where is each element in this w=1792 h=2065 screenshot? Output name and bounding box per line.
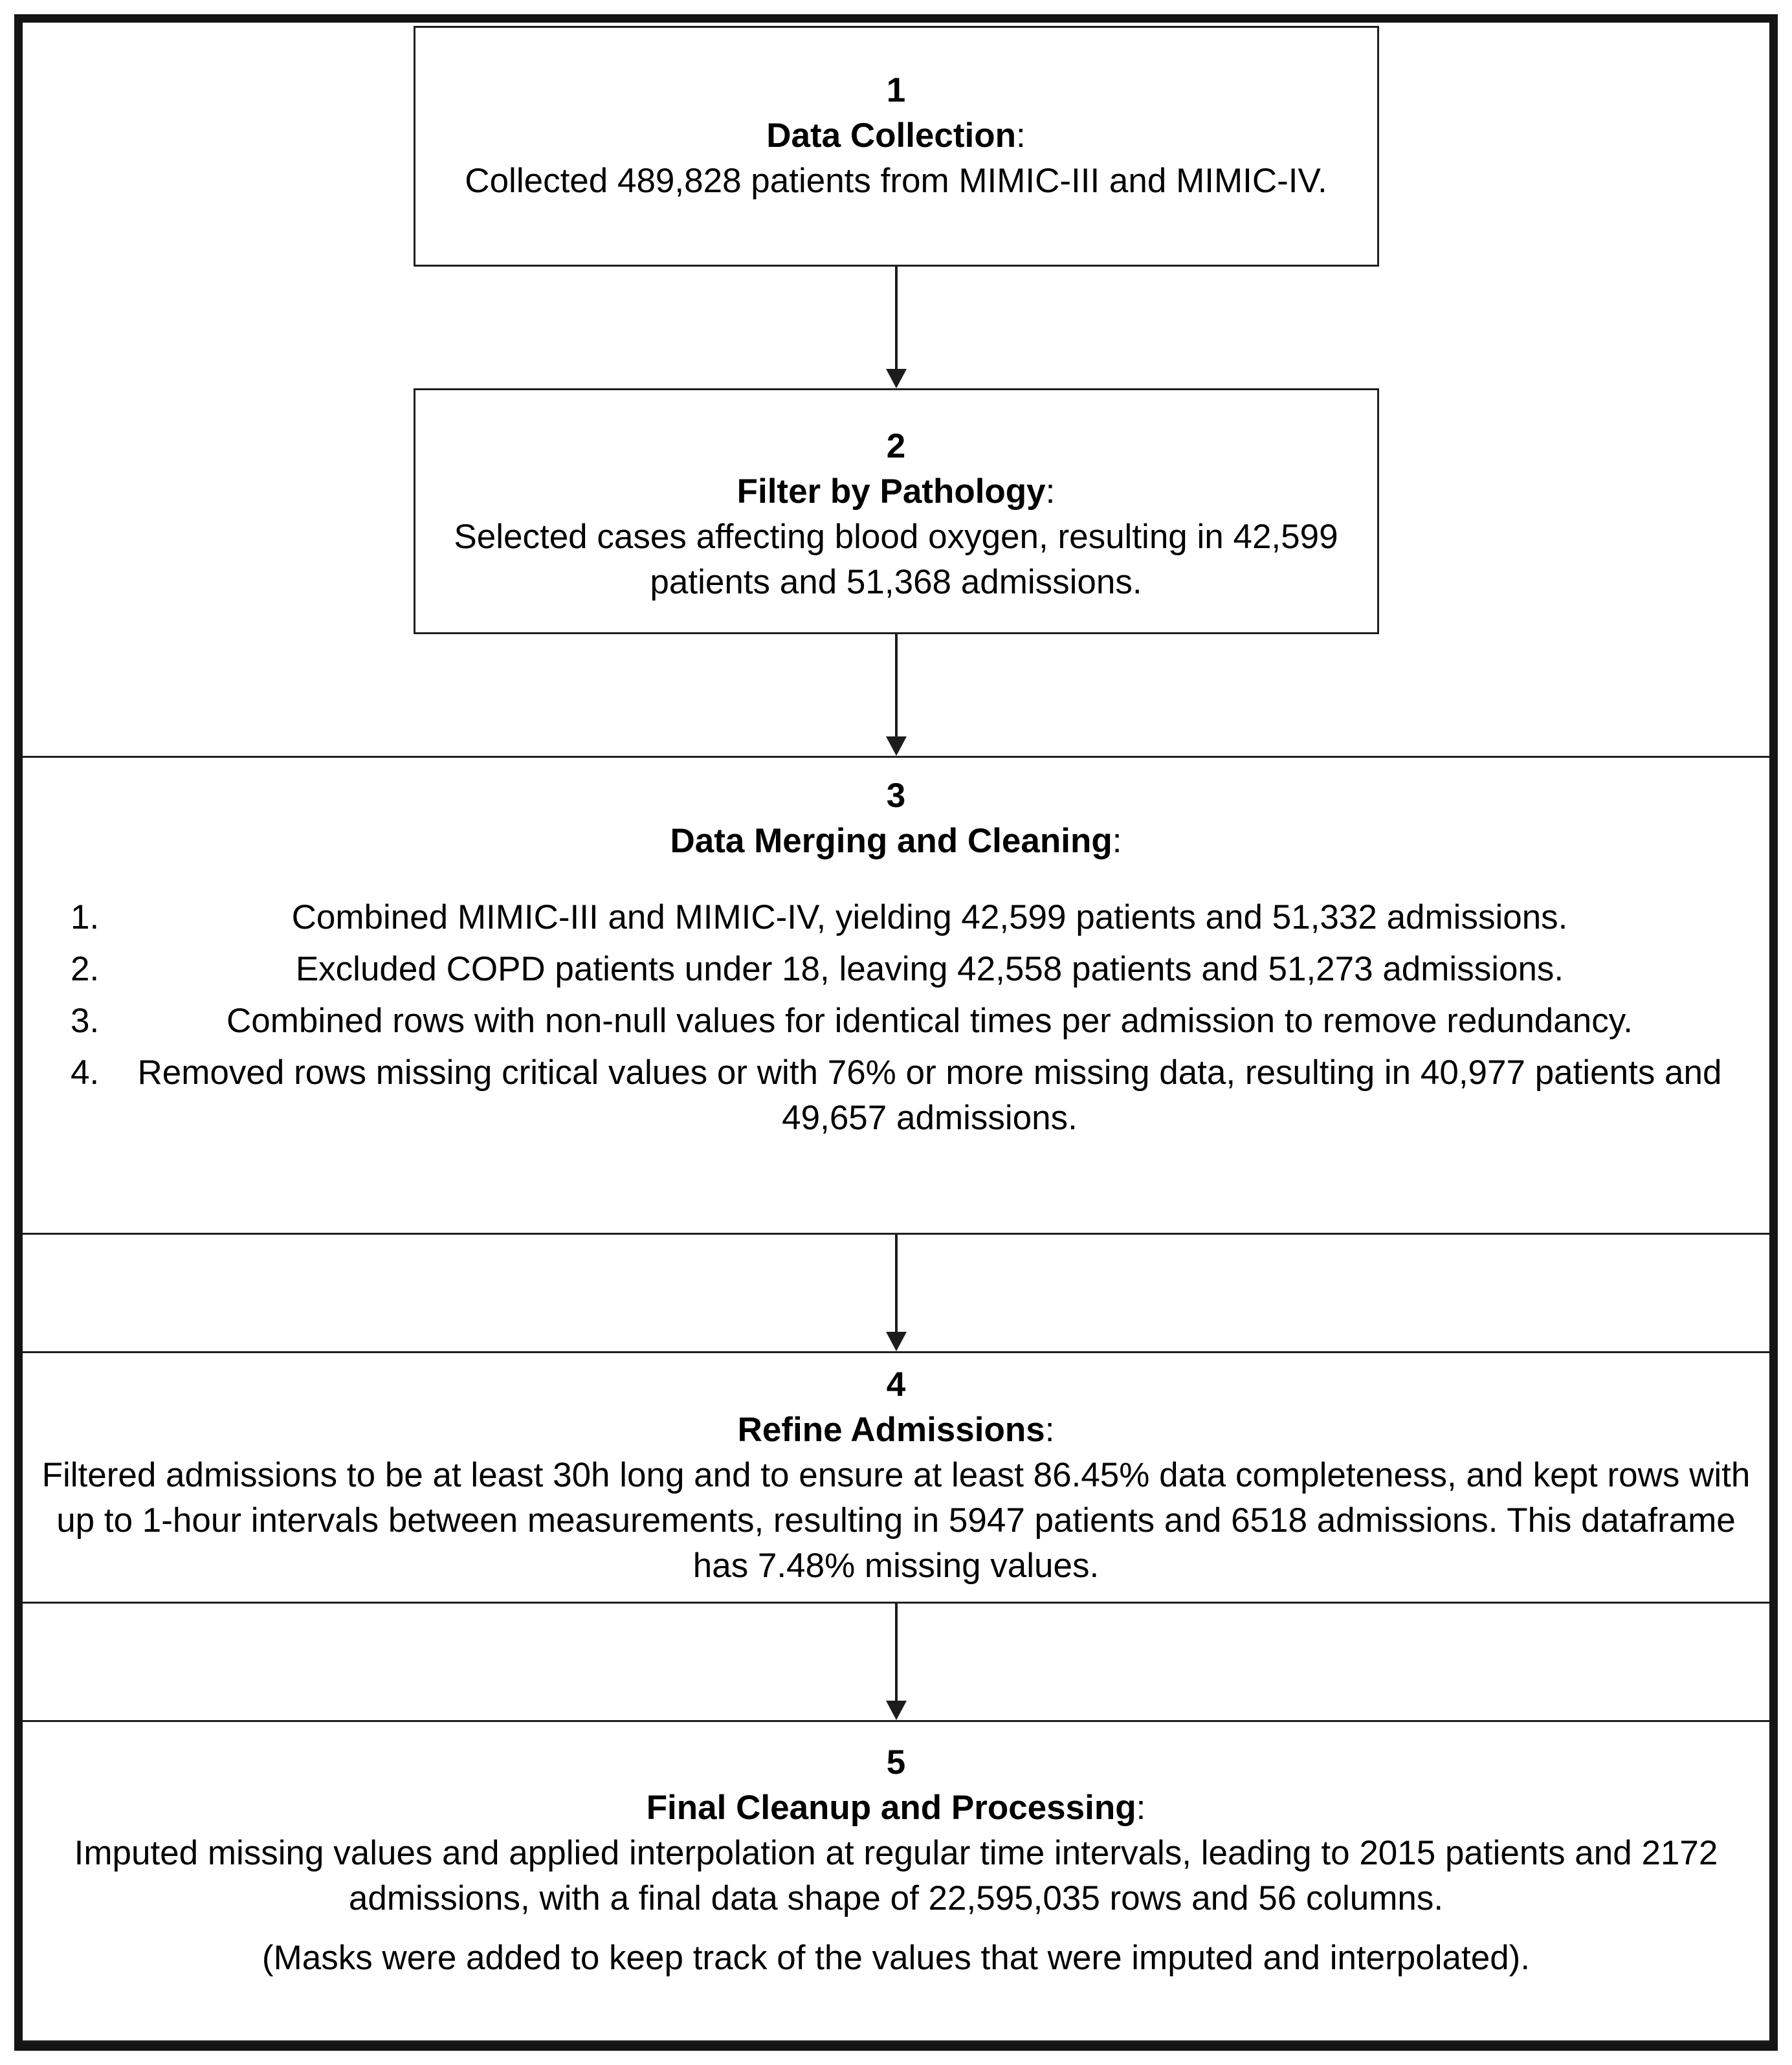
flow-step-1-data-collection: [414, 26, 1379, 267]
flow-arrow-down-3: [23, 1235, 1769, 1351]
arrow-head-icon: [886, 736, 907, 756]
step-number: 5: [886, 1743, 906, 1782]
title-colon: :: [1016, 116, 1026, 155]
step-number: 3: [886, 777, 906, 815]
flow-step-4-refine-admissions: [23, 1351, 1769, 1604]
step-title: Refine Admissions:: [737, 1411, 1055, 1449]
list-item-marker: 3.: [71, 1002, 100, 1040]
step-3-numbered-list: [23, 895, 1769, 1141]
step-title: Filter by Pathology:: [736, 472, 1056, 511]
list-item: [23, 1050, 1769, 1141]
title-colon: :: [1045, 472, 1056, 511]
title-colon: :: [1136, 1789, 1146, 1827]
step-body: Imputed missing values and applied interpolation at regular time intervals, leading to 2015 patients and 2172 admissions, with a final data shape of 22,595,035 rows and 56 columns.: [74, 1834, 1718, 1917]
step-title: Final Cleanup and Processing:: [646, 1789, 1146, 1827]
flow-arrow-down-2: [23, 634, 1769, 756]
arrow-shaft: [895, 1604, 898, 1703]
list-item: [23, 947, 1769, 992]
step-body: Collected 489,828 patients from MIMIC-III and MIMIC-IV.: [465, 162, 1327, 200]
flow-arrow-down-4: [23, 1604, 1769, 1720]
arrow-head-icon: [886, 369, 907, 388]
list-item-text: Excluded COPD patients under 18, leaving 42,558 patients and 51,273 admissions.: [295, 950, 1564, 988]
arrow-head-icon: [886, 1701, 907, 1720]
list-item-text: Removed rows missing critical values or with 76% or more missing data, resulting in 40,977 patients and 49,657 admissions.: [137, 1054, 1722, 1137]
flow-step-2-filter-by-pathology: [414, 388, 1379, 634]
list-item: [23, 895, 1769, 940]
figure-frame: [14, 14, 1778, 2051]
title-colon: :: [1045, 1411, 1055, 1449]
step-body: Selected cases affecting blood oxygen, resulting in 42,599 patients and 51,368 admissions.: [454, 518, 1338, 601]
flow-arrow-down-1: [23, 267, 1769, 388]
step-number: 2: [886, 427, 906, 465]
list-item-marker: 1.: [71, 898, 100, 936]
arrow-head-icon: [886, 1332, 907, 1351]
flow-step-3-data-merging-and-cleaning: [23, 756, 1769, 1235]
flow-step-5-final-cleanup-and-processing: [23, 1720, 1769, 2042]
list-item: [23, 999, 1769, 1044]
step-number: 4: [886, 1365, 906, 1404]
step-title: Data Merging and Cleaning:: [670, 822, 1122, 860]
arrow-shaft: [895, 267, 898, 371]
list-item-text: Combined rows with non-null values for identical times per admission to remove redundancy.: [226, 1002, 1633, 1040]
arrow-shaft: [895, 634, 898, 739]
step-title: Data Collection:: [766, 116, 1026, 155]
step-note: (Masks were added to keep track of the values that were imputed and interpolated).: [261, 1939, 1531, 1977]
list-item-marker: 4.: [71, 1054, 100, 1092]
list-item-marker: 2.: [71, 950, 100, 988]
title-colon: :: [1112, 822, 1122, 860]
list-item-text: Combined MIMIC-III and MIMIC-IV, yielding 42,599 patients and 51,332 admissions.: [291, 898, 1568, 936]
step-number: 1: [886, 71, 906, 109]
step-body: Filtered admissions to be at least 30h long and to ensure at least 86.45% data completeness, and kept rows with up to 1-hour intervals between measurements, resulting in 5947 patients and 6518 admissions. This dataframe has 7.48% missing values.: [41, 1456, 1751, 1585]
arrow-shaft: [895, 1235, 898, 1334]
